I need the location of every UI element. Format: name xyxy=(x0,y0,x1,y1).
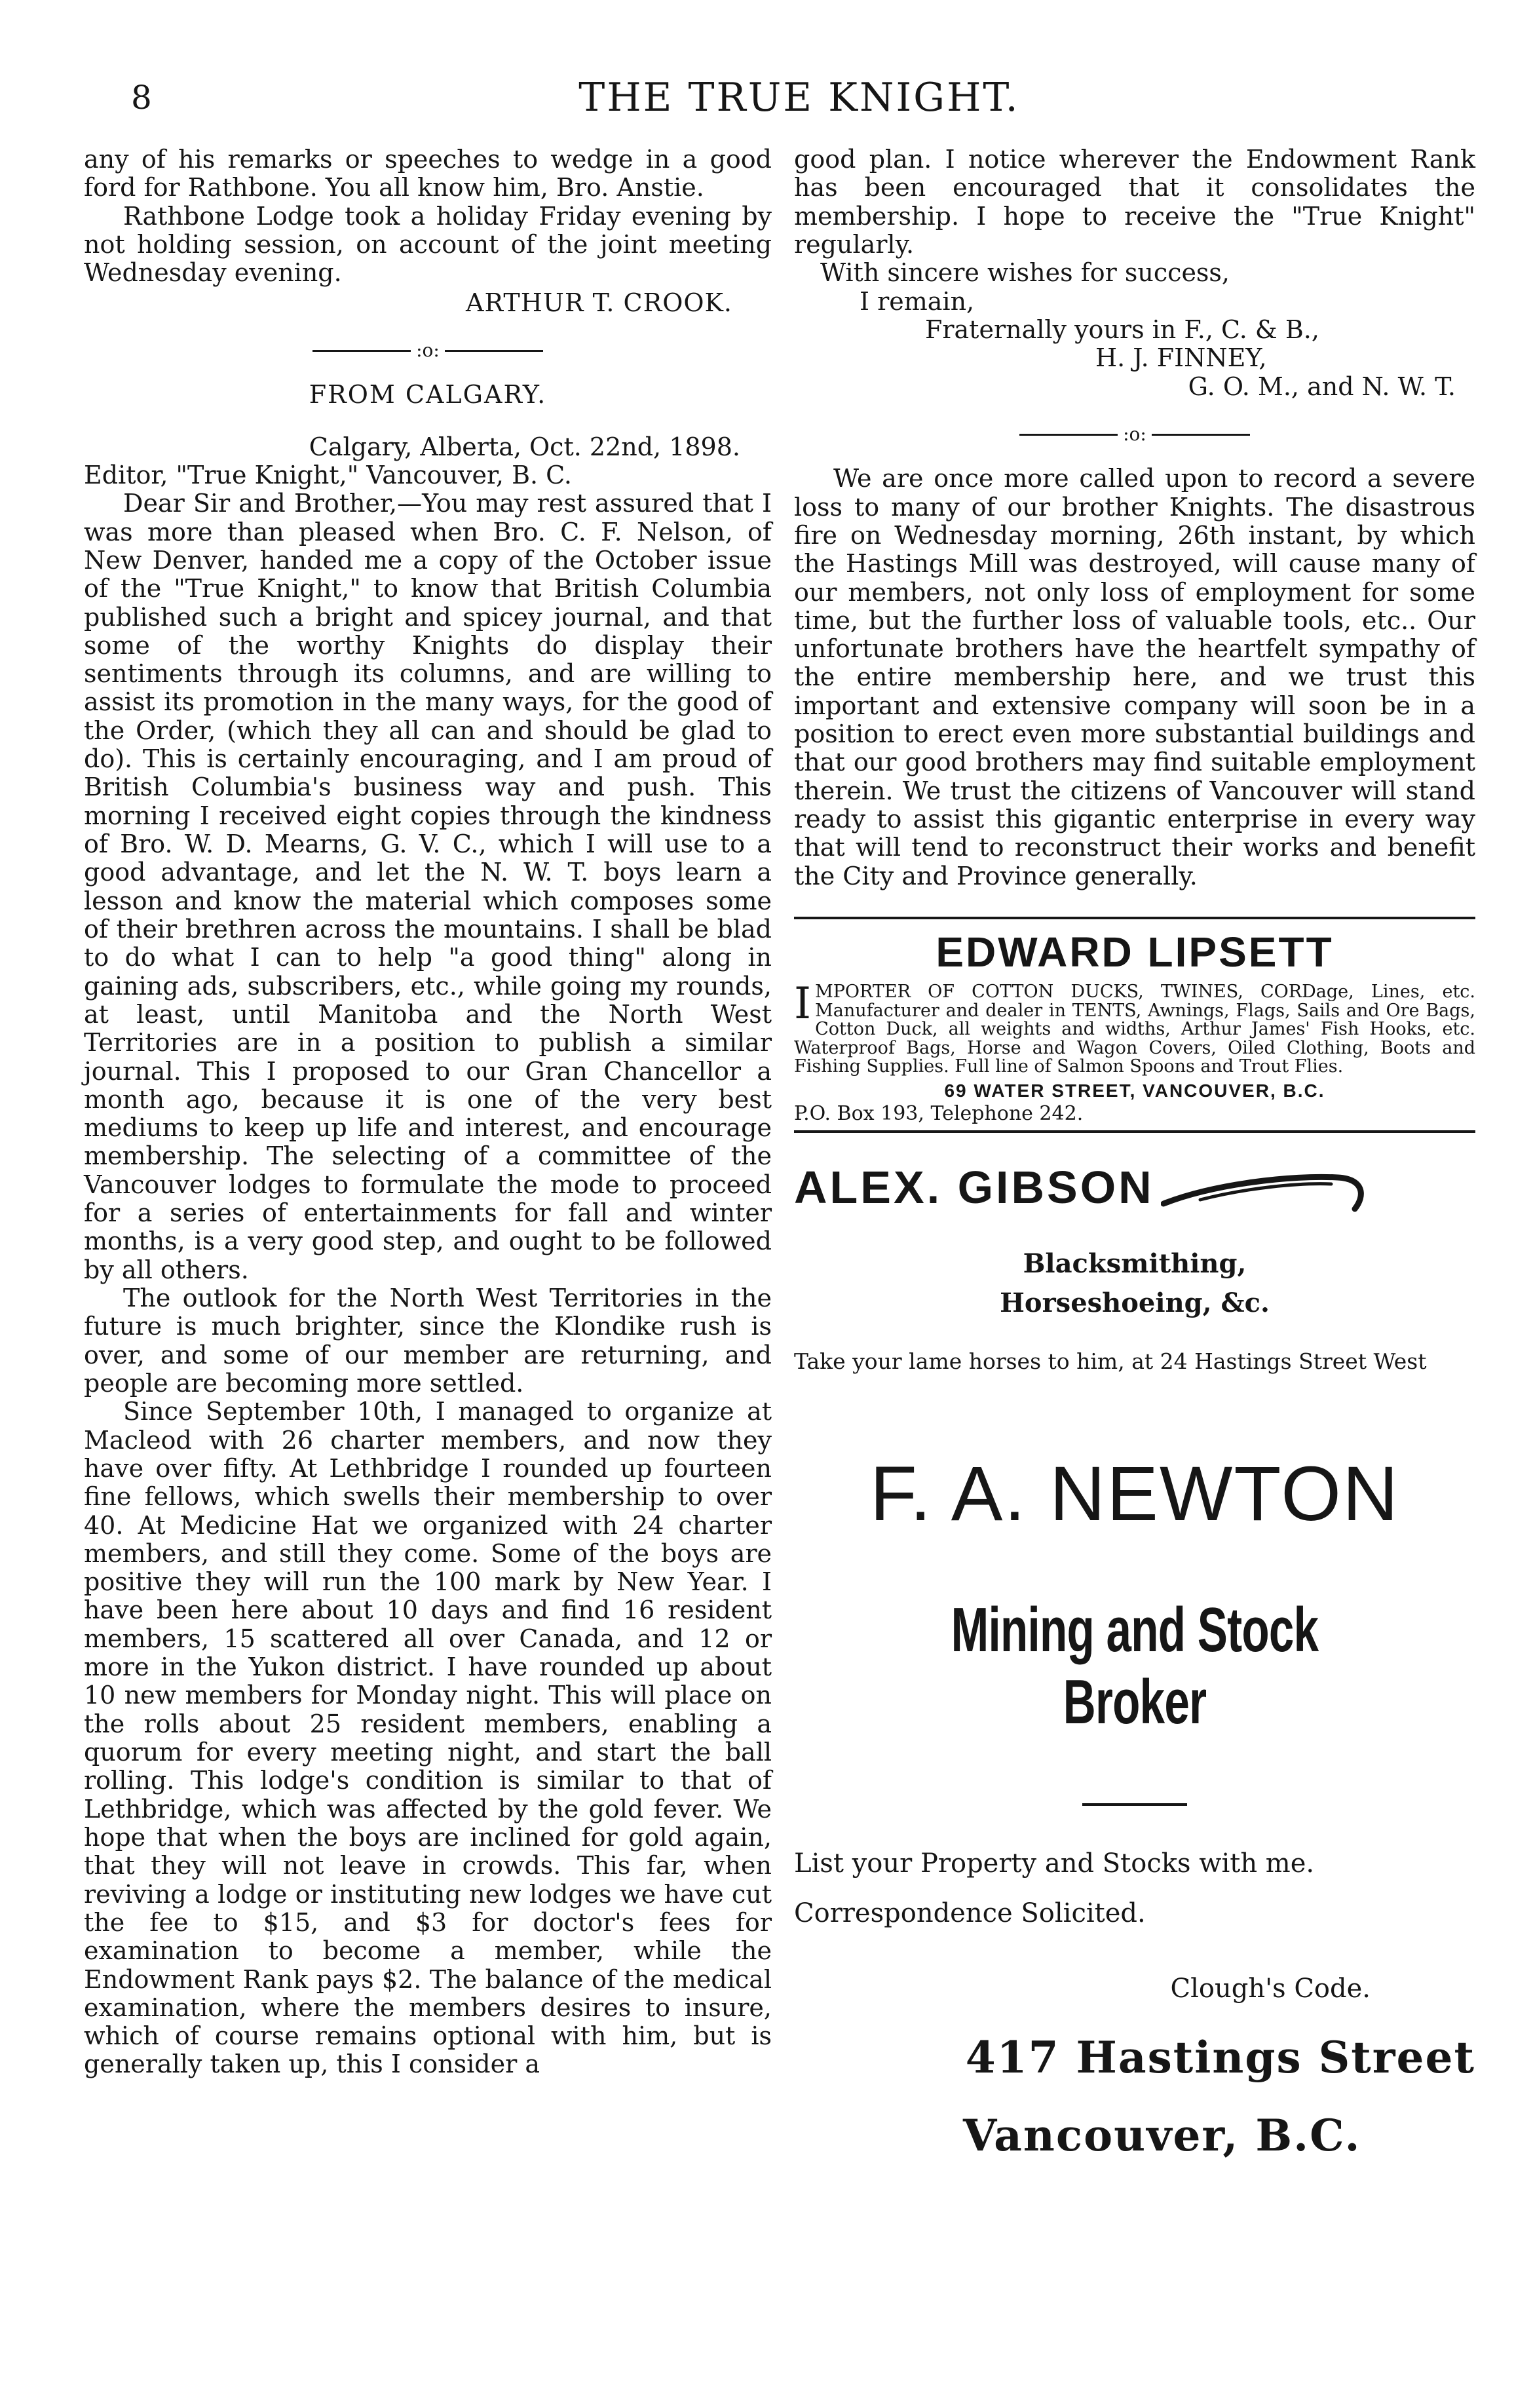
horseshoe-icon xyxy=(1161,1171,1371,1217)
letter-address: Editor, "True Knight," Vancouver, B. C. xyxy=(84,460,572,489)
ad-rule xyxy=(794,1130,1475,1133)
drop-cap: I xyxy=(794,978,812,1029)
divider-mark: :o: xyxy=(416,339,440,362)
service-item: Blacksmithing, xyxy=(1023,1248,1247,1280)
section-divider xyxy=(794,423,1475,445)
letter-closing: Fraternally yours in F., C. & B., xyxy=(925,315,1319,344)
signature: ARTHUR T. CROOK. xyxy=(466,288,732,317)
ad-rule xyxy=(1082,1803,1187,1806)
advertiser-city: Vancouver, B.C. xyxy=(963,2110,1361,2162)
left-column xyxy=(84,145,772,2079)
advertiser-phone: P.O. Box 193, Telephone 242. xyxy=(794,1101,1084,1125)
section-heading: FROM CALGARY. xyxy=(309,380,547,410)
advertiser-name: ALEX. GIBSON xyxy=(794,1162,1154,1214)
advertiser-address: 69 WATER STREET, VANCOUVER, B.C. xyxy=(944,1080,1325,1101)
dateline: Calgary, Alberta, Oct. 22nd, 1898. xyxy=(309,432,740,461)
advertisement-line: Correspondence Solicited. xyxy=(794,1898,1146,1928)
service-item: Horseshoeing, &c. xyxy=(1000,1288,1270,1319)
signature-title: G. O. M., and N. W. T. xyxy=(1188,372,1456,401)
page-number: 8 xyxy=(131,79,152,117)
divider-mark: :o: xyxy=(1123,423,1146,446)
telegraph-code: Clough's Code. xyxy=(1170,1974,1371,2004)
advertisement-text: MPORTER OF COTTON DUCKS, TWINES, CORDage, Lines, etc. Manufacturer and dealer in TENTS, Awnings, Flags, Sails and Ore Bags, Cotton Duck, all weights and widths, Arthur James' Fish Hooks, etc. Waterproof Bags, Horse and Wagon Covers, Oiled Clothing, Boots and Fishing Supplies. Full line of Salmon Spoons and Trout Flies. xyxy=(794,981,1475,1077)
article-paragraph: Since September 10th, I managed to organize at Macleod with 26 charter members, and now they have over fifty. At Lethbridge I rounded up fourteen fine fellows, which swells their membership to over 40. At Medicine Hat we organized with 24 charter members, and still they come. Some of the boys are positive they will run the 100 mark by New Year. I have been here about 10 days and find 16 resident members, 15 scattered all over Canada, and 12 or more in the Yukon district. I have rounded up about 10 new members for Monday night. This will place on the rolls about 25 resident members, enabling a quorum for every meeting night, and start the ball rolling. This lodge's condition is similar to that of Lethbridge, which was affected by the gold fever. We hope that when the boys are inclined for gold again, that they will not leave in crowds. This far, when reviving a lodge or instituting new lodges we have cut the fee to $15, and $3 for doctor's fees for examination to become a member, while the Endowment Rank pays $2. The balance of the medical examination, where the members desires to insure, which of course remains optional with him, but is generally taken up, this I consider a xyxy=(84,1397,772,2079)
advertiser-title: Mining and Stock Broker xyxy=(951,1595,1319,1737)
letter-closing: With sincere wishes for success, xyxy=(820,258,1230,288)
page-header xyxy=(124,71,1474,130)
right-column xyxy=(794,145,1475,2160)
article-paragraph: Rathbone Lodge took a holiday Friday evening by not holding session, on account of the joint meeting Wednesday evening. xyxy=(84,201,772,288)
section-divider xyxy=(84,339,772,361)
advertisement-description xyxy=(794,978,1475,1077)
advertisement-lipsett xyxy=(794,917,1475,1133)
ad-rule xyxy=(794,917,1475,919)
signature-name: H. J. FINNEY, xyxy=(1095,343,1267,373)
advertisement-gibson xyxy=(794,1162,1475,1374)
advertiser-street: 417 Hastings Street xyxy=(965,2031,1475,2083)
advertisement-newton xyxy=(794,1450,1475,2161)
services-list xyxy=(794,1244,1475,1323)
article-paragraph: Dear Sir and Brother,—You may rest assured that I was more than pleased when Bro. C. F. Nelson, of New Denver, handed me a copy of the October issue of the "True Knight," to know that British Columbia published such a bright and spicey journal, and that some of the worthy Knights do display their sentiments through its columns, and are willing to assist its promotion in the many ways, for the good of the Order, (which they all can and should be glad to do). This is certainly encouraging, and I am proud of British Columbia's business way and push. This morning I received eight copies through the kindness of Bro. W. D. Mearns, G. V. C., which I will use to a good advantage, and let the N. W. T. boys learn a lesson and know the material which composes some of their brethren across the mountains. I shall be blad to do what I can to help "a good thing" along in gaining ads, subscribers, etc., while going my rounds, at least, until Manitoba and the North West Territories are in a position to publish a similar journal. This I proposed to our Gran Chancellor a month ago, because it is one of the very best mediums to keep up life and interest, and encourage membership. The selecting of a committee of the Vancouver lodges to formulate the mode to proceed for a series of entertainments for fall and winter months, is a very good step, and ought to be followed by all others. xyxy=(84,489,772,1284)
article-paragraph: good plan. I notice wherever the Endowment Rank has been encouraged that it consolidates the membership. I hope to receive the "True Knight" regularly. xyxy=(794,145,1475,259)
advertisement-line: List your Property and Stocks with me. xyxy=(794,1848,1315,1879)
letter-closing: I remain, xyxy=(860,286,975,316)
advertiser-name: F. A. NEWTON xyxy=(869,1450,1400,1537)
advertiser-name: EDWARD LIPSETT xyxy=(936,928,1334,976)
advertisement-note: Take your lame horses to him, at 24 Hastings Street West xyxy=(794,1348,1427,1375)
page-title: THE TRUE KNIGHT. xyxy=(578,75,1020,121)
article-paragraph: We are once more called upon to record a severe loss to many of our brother Knights. The disastrous fire on Wednesday morning, 26th instant, by which the Hastings Mill was destroyed, will cause many of our members, not only loss of employment for some time, but the further loss of valuable tools, etc.. Our unfortunate brothers have the heartfelt sympathy of the entire membership here, and we trust this important and extensive company will soon be in a position to erect even more substantial buildings and that our good brothers may find suitable employment therein. We trust the citizens of Vancouver will stand ready to assist this gigantic enterprise in every way that will tend to reconstruct their works and benefit the City and Province generally. xyxy=(794,464,1475,890)
article-paragraph: any of his remarks or speeches to wedge in a good ford for Rathbone. You all know him, Bro. Anstie. xyxy=(84,145,772,202)
article-paragraph: The outlook for the North West Territories in the future is much brighter, since the Klondike rush is over, and some of our member are returning, and people are becoming more settled. xyxy=(84,1284,772,1398)
